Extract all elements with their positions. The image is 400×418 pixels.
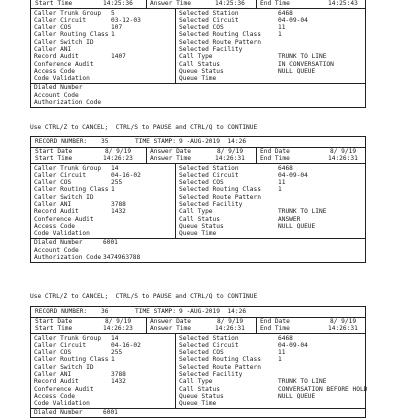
field-row — [31, 99, 365, 106]
field-row — [176, 349, 365, 356]
field-value: 6468 — [278, 10, 293, 17]
field-value: 255 — [111, 179, 122, 186]
field-label: Access Code — [34, 393, 75, 400]
field-value: 6001 — [103, 239, 118, 246]
field-label: Queue Time — [179, 400, 216, 407]
field-label: Code Validation — [34, 75, 90, 82]
field-label: Caller COS — [34, 349, 71, 356]
field-value: TRUNK TO LINE — [278, 53, 326, 60]
field-row — [176, 230, 365, 237]
field-label: Call Type — [179, 378, 213, 385]
end-time-label: End Time — [260, 155, 290, 162]
end-time-value: 14:26:31 — [328, 155, 358, 162]
field-label: Access Code — [34, 223, 75, 230]
field-label: Call Type — [179, 53, 213, 60]
field-value: 1 — [278, 31, 282, 38]
field-row — [31, 364, 175, 371]
field-label: Call Status — [179, 216, 220, 223]
field-label: Record Audit — [34, 53, 79, 60]
field-value: 04-09-04 — [278, 172, 308, 179]
field-label: Dialed Number — [34, 409, 82, 416]
field-label: Queue Status — [179, 393, 224, 400]
field-label: Authorization Code — [34, 254, 101, 261]
field-row — [31, 247, 365, 254]
field-value: 3474963788 — [103, 254, 140, 261]
field-value: 3788 — [111, 371, 126, 378]
field-row — [31, 230, 175, 237]
end-cell — [257, 148, 365, 163]
field-value: CONVERSATION BEFORE HOLD — [278, 386, 367, 393]
record-header — [31, 307, 365, 318]
field-row — [31, 409, 365, 416]
call-record-box — [30, 0, 366, 108]
field-label: Queue Time — [179, 230, 216, 237]
field-label: Selected Routing Class — [179, 186, 261, 193]
field-label: Selected COS — [179, 24, 224, 31]
start-time-value: 14:26:23 — [103, 155, 133, 162]
field-label: Selected Routing Class — [179, 356, 261, 363]
field-label: Code Validation — [34, 230, 90, 237]
field-value: NULL QUEUE — [278, 223, 315, 230]
end-time-value: 14:26:31 — [328, 325, 358, 332]
field-value: 11 — [278, 179, 285, 186]
field-row — [176, 201, 365, 208]
field-value: TRUNK TO LINE — [278, 378, 326, 385]
start-time-label: Start Time — [35, 325, 72, 332]
time-stamp-label: TIME STAMP: — [135, 308, 176, 315]
answer-date-label: Answer Date — [150, 148, 191, 155]
field-label: Selected Route Pattern — [179, 194, 261, 201]
field-value: 6001 — [103, 409, 118, 416]
field-label: Conference Audit — [34, 61, 94, 68]
start-date-value: 8/ 9/19 — [105, 148, 131, 155]
field-row — [31, 223, 175, 230]
caller-details — [31, 164, 176, 238]
field-row — [176, 39, 365, 46]
field-label: Caller Routing Class — [34, 356, 109, 363]
field-row — [31, 165, 175, 172]
field-row — [176, 172, 365, 179]
field-row — [176, 194, 365, 201]
field-value: 5 — [111, 10, 115, 17]
dialed-details — [31, 239, 365, 262]
time-stamp: 9 -AUG-2019 14:26 — [179, 138, 246, 145]
field-label: Caller Trunk Group — [34, 10, 101, 17]
field-row — [31, 179, 175, 186]
field-label: Selected COS — [179, 179, 224, 186]
time-stamp: 9 -AUG-2019 14:26 — [179, 308, 246, 315]
start-date-label: Start Date — [35, 318, 72, 325]
field-label: Call Status — [179, 61, 220, 68]
answer-time-label: Answer Time — [150, 325, 191, 332]
record-number: 36 — [101, 308, 108, 315]
field-row — [176, 335, 365, 342]
field-value: 1 — [278, 356, 282, 363]
field-row — [31, 75, 175, 82]
call-details — [31, 9, 365, 84]
field-label: Caller ANI — [34, 201, 71, 208]
field-row — [176, 17, 365, 24]
field-row — [31, 349, 175, 356]
field-label: Caller ANI — [34, 46, 71, 53]
caller-details — [31, 334, 176, 408]
field-label: Caller COS — [34, 24, 71, 31]
field-label: Dialed Number — [34, 84, 82, 91]
end-date-label: End Date — [260, 318, 290, 325]
end-time-value: 14:25:43 — [328, 0, 358, 7]
call-details — [31, 164, 365, 239]
field-label: Selected Route Pattern — [179, 39, 261, 46]
start-time-value: 14:26:23 — [103, 325, 133, 332]
field-row — [31, 46, 175, 53]
field-value: 11 — [278, 24, 285, 31]
field-value: 1432 — [111, 378, 126, 385]
start-time-label: Start Time — [35, 155, 72, 162]
field-row — [176, 75, 365, 82]
end-date-value: 8/ 9/19 — [330, 318, 356, 325]
record-number-label: RECORD NUMBER: — [35, 138, 87, 145]
field-row — [31, 254, 365, 261]
end-time-label: End Time — [260, 325, 290, 332]
call-record-box — [30, 306, 366, 418]
field-row — [31, 239, 365, 246]
field-value: 1 — [111, 186, 115, 193]
field-row — [176, 208, 365, 215]
field-row — [31, 342, 175, 349]
field-row — [176, 386, 365, 393]
answer-cell — [147, 148, 257, 163]
field-label: Caller Trunk Group — [34, 335, 101, 342]
field-value: 1 — [111, 356, 115, 363]
field-label: Dialed Number — [34, 239, 82, 246]
selected-details — [176, 164, 365, 238]
field-row — [176, 179, 365, 186]
end-date-value: 8/ 9/19 — [330, 148, 356, 155]
field-label: Caller Routing Class — [34, 186, 109, 193]
field-row — [31, 386, 175, 393]
field-row — [176, 400, 365, 407]
field-value: 14 — [111, 335, 118, 342]
start-cell — [31, 0, 147, 8]
record-number-label: RECORD NUMBER: — [35, 308, 87, 315]
field-label: Record Audit — [34, 208, 79, 215]
field-value: TRUNK TO LINE — [278, 208, 326, 215]
answer-time-value: 14:25:36 — [215, 0, 245, 7]
field-value: 04-16-02 — [111, 172, 141, 179]
field-row — [176, 186, 365, 193]
field-label: Caller Trunk Group — [34, 165, 101, 172]
time-stamp-label: TIME STAMP: — [135, 138, 176, 145]
field-value: 6468 — [278, 165, 293, 172]
field-row — [31, 335, 175, 342]
answer-date-label: Answer Date — [150, 318, 191, 325]
field-row — [31, 24, 175, 31]
field-row — [31, 208, 175, 215]
call-times-row — [31, 148, 365, 164]
field-value: ANSWER — [278, 216, 300, 223]
field-label: Selected COS — [179, 349, 224, 356]
field-row — [176, 165, 365, 172]
field-row — [176, 364, 365, 371]
field-row — [31, 92, 365, 99]
field-row — [31, 378, 175, 385]
field-row — [31, 186, 175, 193]
answer-time-value: 14:26:31 — [215, 155, 245, 162]
field-row — [31, 400, 175, 407]
field-label: Call Status — [179, 386, 220, 393]
field-row — [31, 201, 175, 208]
field-value: 1 — [111, 31, 115, 38]
field-value: 14 — [111, 165, 118, 172]
field-value: 1407 — [111, 53, 126, 60]
selected-details — [176, 9, 365, 83]
field-row — [31, 371, 175, 378]
field-value: 6468 — [278, 335, 293, 342]
field-value: NULL QUEUE — [278, 393, 315, 400]
field-label: Record Audit — [34, 378, 79, 385]
field-row — [176, 10, 365, 17]
field-row — [31, 17, 175, 24]
field-row — [31, 10, 175, 17]
call-times-row — [31, 0, 365, 9]
field-label: Code Validation — [34, 400, 90, 407]
field-label: Selected Facility — [179, 201, 242, 208]
record-number: 35 — [101, 138, 108, 145]
field-value: 11 — [278, 349, 285, 356]
caller-details — [31, 9, 176, 83]
field-row — [31, 194, 175, 201]
field-row — [31, 68, 175, 75]
field-label: Caller Switch ID — [34, 364, 94, 371]
field-label: Caller Switch ID — [34, 194, 94, 201]
field-label: Caller Circuit — [34, 17, 86, 24]
field-label: Selected Station — [179, 335, 239, 342]
call-record-box — [30, 136, 366, 263]
cancel-instructions: Use CTRL/Z to CANCEL; CTRL/S to PAUSE and CTRL/Q to CONTINUE — [30, 293, 257, 300]
field-row — [176, 342, 365, 349]
field-row — [176, 31, 365, 38]
field-row — [176, 68, 365, 75]
start-cell — [31, 318, 147, 333]
field-row — [176, 378, 365, 385]
start-time-value: 14:25:36 — [103, 0, 133, 7]
field-label: Caller ANI — [34, 371, 71, 378]
answer-cell — [147, 0, 257, 8]
field-label: Call Type — [179, 208, 213, 215]
field-value: 1432 — [111, 208, 126, 215]
field-value: 03-12-03 — [111, 17, 141, 24]
field-label: Caller Circuit — [34, 172, 86, 179]
record-header — [31, 137, 365, 148]
field-value: 04-09-04 — [278, 342, 308, 349]
start-cell — [31, 148, 147, 163]
field-label: Selected Station — [179, 165, 239, 172]
field-value: IN CONVERSATION — [278, 61, 334, 68]
field-row — [176, 356, 365, 363]
field-value: 1 — [278, 186, 282, 193]
cancel-instructions: Use CTRL/Z to CANCEL; CTRL/S to PAUSE and CTRL/Q to CONTINUE — [30, 124, 257, 131]
field-label: Caller COS — [34, 179, 71, 186]
field-value: 107 — [111, 24, 122, 31]
field-label: Authorization Code — [34, 99, 101, 106]
answer-time-value: 14:26:31 — [215, 325, 245, 332]
field-label: Queue Status — [179, 68, 224, 75]
end-cell — [257, 0, 365, 8]
field-row — [176, 393, 365, 400]
end-cell — [257, 318, 365, 333]
field-label: Selected Routing Class — [179, 31, 261, 38]
selected-details — [176, 334, 365, 408]
answer-date-value: 8/ 9/19 — [217, 148, 243, 155]
field-label: Conference Audit — [34, 386, 94, 393]
field-label: Conference Audit — [34, 216, 94, 223]
field-label: Account Code — [34, 92, 79, 99]
field-value: 04-16-02 — [111, 342, 141, 349]
field-row — [31, 356, 175, 363]
field-label: Queue Time — [179, 75, 216, 82]
field-label: Caller Switch ID — [34, 39, 94, 46]
field-value: NULL QUEUE — [278, 68, 315, 75]
field-row — [176, 216, 365, 223]
field-row — [176, 371, 365, 378]
field-label: Access Code — [34, 68, 75, 75]
field-row — [176, 53, 365, 60]
field-row — [31, 84, 365, 91]
end-time-label: End Time — [260, 0, 290, 7]
field-label: Selected Circuit — [179, 17, 239, 24]
field-label: Selected Station — [179, 10, 239, 17]
field-row — [31, 39, 175, 46]
field-row — [31, 53, 175, 60]
answer-time-label: Answer Time — [150, 155, 191, 162]
field-row — [176, 61, 365, 68]
end-date-label: End Date — [260, 148, 290, 155]
field-value: 3788 — [111, 201, 126, 208]
start-date-label: Start Date — [35, 148, 72, 155]
answer-time-label: Answer Time — [150, 0, 191, 7]
start-date-value: 8/ 9/19 — [105, 318, 131, 325]
dialed-details — [31, 84, 365, 107]
field-label: Selected Facility — [179, 46, 242, 53]
field-label: Account Code — [34, 247, 79, 254]
call-times-row — [31, 318, 365, 334]
field-label: Selected Circuit — [179, 342, 239, 349]
field-row — [31, 31, 175, 38]
field-label: Selected Circuit — [179, 172, 239, 179]
field-row — [176, 223, 365, 230]
answer-date-value: 8/ 9/19 — [217, 318, 243, 325]
field-value: 255 — [111, 349, 122, 356]
field-row — [31, 393, 175, 400]
field-label: Queue Status — [179, 223, 224, 230]
field-label: Selected Route Pattern — [179, 364, 261, 371]
call-details — [31, 334, 365, 409]
field-label: Caller Routing Class — [34, 31, 109, 38]
field-row — [31, 172, 175, 179]
field-row — [31, 61, 175, 68]
start-time-label: Start Time — [35, 0, 72, 7]
field-row — [176, 46, 365, 53]
field-row — [176, 24, 365, 31]
field-label: Caller Circuit — [34, 342, 86, 349]
field-value: 04-09-04 — [278, 17, 308, 24]
field-label: Selected Facility — [179, 371, 242, 378]
answer-cell — [147, 318, 257, 333]
field-row — [31, 216, 175, 223]
dialed-details — [31, 409, 365, 417]
